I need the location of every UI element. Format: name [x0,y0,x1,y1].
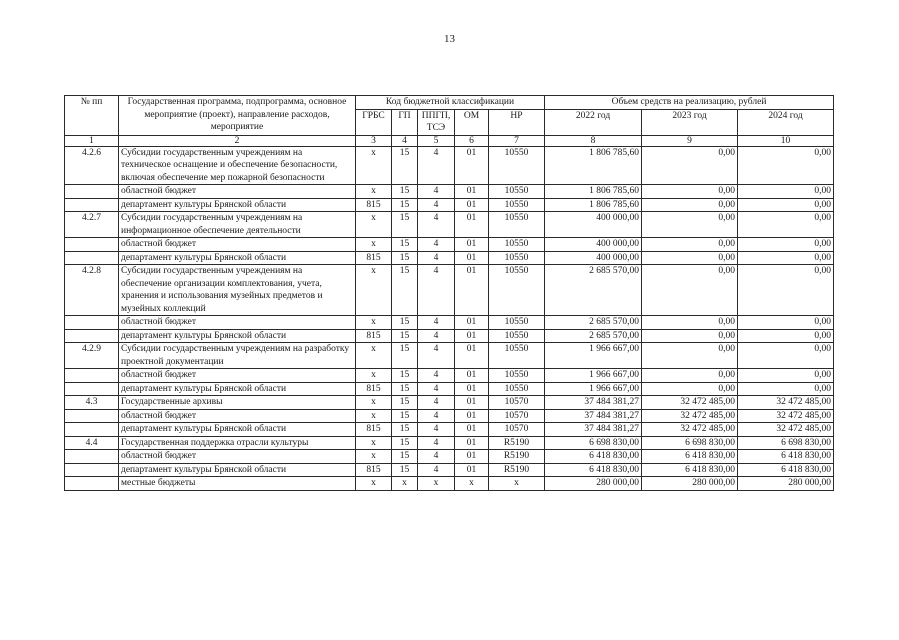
row-om: 01 [455,198,489,212]
row-amount-2023: 0,00 [642,212,738,238]
row-gp: 15 [392,409,418,423]
row-amount-2022: 6 418 830,00 [545,463,642,477]
row-number [65,450,119,464]
row-amount-2024: 0,00 [738,316,834,330]
row-name: департамент культуры Брянской области [119,463,356,477]
row-om: 01 [455,251,489,265]
row-om: 01 [455,450,489,464]
row-amount-2022: 2 685 570,00 [545,265,642,316]
row-number [65,369,119,383]
row-ppgp: 4 [418,409,455,423]
row-ppgp: 4 [418,396,455,410]
table-row [65,265,834,316]
row-gp: 15 [392,146,418,185]
row-amount-2022: 1 966 667,00 [545,382,642,396]
header-funds: Объем средств на реализацию, рублей [545,96,834,110]
header-grbs: ГРБС [356,109,392,135]
header-2023: 2023 год [642,109,738,135]
row-nr: 10570 [489,396,545,410]
table-row [65,409,834,423]
table-row [65,329,834,343]
row-amount-2023: 0,00 [642,343,738,369]
row-ppgp: 4 [418,251,455,265]
row-grbs: х [356,185,392,199]
row-amount-2024: 6 418 830,00 [738,463,834,477]
table-body [65,135,834,490]
row-ppgp: 4 [418,316,455,330]
row-amount-2022: 1 806 785,60 [545,198,642,212]
row-name: департамент культуры Брянской области [119,251,356,265]
row-ppgp: 4 [418,423,455,437]
row-om: 01 [455,212,489,238]
row-amount-2023: 0,00 [642,316,738,330]
row-ppgp: 4 [418,185,455,199]
table-row [65,316,834,330]
row-grbs: 815 [356,423,392,437]
row-gp: 15 [392,382,418,396]
row-amount-2023: 280 000,00 [642,477,738,491]
row-om: 01 [455,146,489,185]
row-gp: 15 [392,369,418,383]
table-row [65,463,834,477]
row-om: 01 [455,343,489,369]
row-amount-2024: 32 472 485,00 [738,396,834,410]
header-name: Государственная программа, подпрограмма, основное мероприятие (проект), направление расходов, мероприятие [119,96,356,136]
row-nr: 10550 [489,382,545,396]
header-num: № пп [65,96,119,136]
row-amount-2023: 0,00 [642,382,738,396]
row-name: областной бюджет [119,409,356,423]
row-gp: 15 [392,423,418,437]
row-om: х [455,477,489,491]
row-om: 01 [455,369,489,383]
row-amount-2024: 32 472 485,00 [738,409,834,423]
row-amount-2023: 6 418 830,00 [642,450,738,464]
page-number: 13 [444,33,455,45]
row-gp: 15 [392,396,418,410]
table-row [65,198,834,212]
row-nr: R5190 [489,436,545,450]
column-number: 5 [418,135,455,146]
row-number [65,316,119,330]
row-gp: 15 [392,343,418,369]
row-amount-2022: 1 966 667,00 [545,343,642,369]
row-grbs: х [356,316,392,330]
row-amount-2022: 400 000,00 [545,238,642,252]
row-amount-2022: 6 418 830,00 [545,450,642,464]
row-grbs: 815 [356,329,392,343]
row-om: 01 [455,396,489,410]
row-number [65,382,119,396]
row-grbs: 815 [356,382,392,396]
row-ppgp: 4 [418,382,455,396]
row-gp: 15 [392,436,418,450]
row-grbs: х [356,146,392,185]
row-name: областной бюджет [119,369,356,383]
row-name: областной бюджет [119,316,356,330]
row-amount-2024: 280 000,00 [738,477,834,491]
header-om: ОМ [455,109,489,135]
table-row [65,251,834,265]
row-amount-2024: 0,00 [738,198,834,212]
row-grbs: х [356,265,392,316]
row-amount-2022: 37 484 381,27 [545,396,642,410]
row-number [65,238,119,252]
row-name: Субсидии государственным учреждениям на разработку проектной документации [119,343,356,369]
row-nr: 10550 [489,251,545,265]
row-amount-2024: 0,00 [738,238,834,252]
row-name: областной бюджет [119,450,356,464]
row-ppgp: 4 [418,238,455,252]
row-amount-2023: 0,00 [642,185,738,199]
row-gp: 15 [392,265,418,316]
table-row [65,450,834,464]
row-number: 4.3 [65,396,119,410]
row-amount-2023: 0,00 [642,146,738,185]
row-amount-2022: 6 698 830,00 [545,436,642,450]
column-number: 10 [738,135,834,146]
row-ppgp: 4 [418,369,455,383]
row-nr: 10550 [489,185,545,199]
row-name: Государственная поддержка отрасли культуры [119,436,356,450]
row-nr: 10550 [489,343,545,369]
row-amount-2023: 6 698 830,00 [642,436,738,450]
row-gp: 15 [392,251,418,265]
row-grbs: х [356,409,392,423]
row-amount-2022: 280 000,00 [545,477,642,491]
row-name: областной бюджет [119,238,356,252]
row-amount-2023: 0,00 [642,329,738,343]
row-number: 4.2.8 [65,265,119,316]
row-amount-2024: 0,00 [738,265,834,316]
row-number [65,185,119,199]
table-row [65,343,834,369]
row-amount-2024: 0,00 [738,382,834,396]
row-name: департамент культуры Брянской области [119,423,356,437]
header-nr: НР [489,109,545,135]
row-name: Субсидии государственным учреждениям на техническое оснащение и обеспечение безопасности, включая обеспечение мер пожарной безопасности [119,146,356,185]
row-gp: 15 [392,463,418,477]
row-ppgp: х [418,477,455,491]
row-grbs: х [356,212,392,238]
row-nr: 10550 [489,265,545,316]
row-ppgp: 4 [418,343,455,369]
row-number [65,409,119,423]
row-om: 01 [455,265,489,316]
row-nr: 10570 [489,409,545,423]
row-amount-2023: 0,00 [642,198,738,212]
table-row [65,185,834,199]
row-amount-2024: 0,00 [738,343,834,369]
row-gp: 15 [392,238,418,252]
row-number [65,251,119,265]
row-om: 01 [455,185,489,199]
table-row [65,212,834,238]
row-name: Субсидии государственным учреждениям на информационное обеспечение деятельности [119,212,356,238]
row-amount-2024: 32 472 485,00 [738,423,834,437]
row-om: 01 [455,316,489,330]
row-amount-2023: 32 472 485,00 [642,423,738,437]
row-amount-2024: 0,00 [738,251,834,265]
row-gp: 15 [392,329,418,343]
row-amount-2022: 37 484 381,27 [545,423,642,437]
row-number: 4.2.7 [65,212,119,238]
row-name: департамент культуры Брянской области [119,329,356,343]
row-om: 01 [455,463,489,477]
row-number [65,198,119,212]
table-row [65,382,834,396]
row-nr: R5190 [489,463,545,477]
column-number: 8 [545,135,642,146]
row-ppgp: 4 [418,463,455,477]
row-nr: 10550 [489,369,545,383]
column-number-row [65,135,834,146]
row-om: 01 [455,423,489,437]
row-nr: 10550 [489,146,545,185]
row-amount-2022: 1 806 785,60 [545,146,642,185]
row-gp: 15 [392,185,418,199]
row-amount-2022: 1 966 667,00 [545,369,642,383]
row-amount-2022: 400 000,00 [545,251,642,265]
row-amount-2022: 400 000,00 [545,212,642,238]
row-number [65,477,119,491]
row-amount-2022: 2 685 570,00 [545,316,642,330]
row-grbs: х [356,436,392,450]
row-nr: 10550 [489,329,545,343]
row-amount-2024: 0,00 [738,146,834,185]
row-amount-2024: 0,00 [738,329,834,343]
row-nr: R5190 [489,450,545,464]
row-nr: 10550 [489,316,545,330]
row-amount-2023: 6 418 830,00 [642,463,738,477]
row-om: 01 [455,238,489,252]
row-gp: 15 [392,450,418,464]
row-ppgp: 4 [418,212,455,238]
row-grbs: х [356,343,392,369]
row-grbs: х [356,450,392,464]
row-number: 4.2.6 [65,146,119,185]
row-name: Государственные архивы [119,396,356,410]
row-amount-2024: 0,00 [738,212,834,238]
row-name: департамент культуры Брянской области [119,198,356,212]
header-2024: 2024 год [738,109,834,135]
row-gp: 15 [392,198,418,212]
row-grbs: 815 [356,251,392,265]
row-name: департамент культуры Брянской области [119,382,356,396]
row-grbs: х [356,238,392,252]
row-amount-2023: 0,00 [642,238,738,252]
row-amount-2024: 6 418 830,00 [738,450,834,464]
row-number: 4.2.9 [65,343,119,369]
row-amount-2023: 0,00 [642,265,738,316]
row-number [65,463,119,477]
row-om: 01 [455,382,489,396]
row-amount-2024: 0,00 [738,185,834,199]
column-number: 4 [392,135,418,146]
row-gp: 15 [392,316,418,330]
row-name: областной бюджет [119,185,356,199]
row-nr: 10570 [489,423,545,437]
row-om: 01 [455,329,489,343]
row-amount-2022: 2 685 570,00 [545,329,642,343]
row-name: Субсидии государственным учреждениям на обеспечение организации комплектования, учета, хранения и использования музейных предметов и музейных коллекций [119,265,356,316]
column-number: 1 [65,135,119,146]
row-ppgp: 4 [418,146,455,185]
row-ppgp: 4 [418,265,455,316]
table-row [65,396,834,410]
row-amount-2023: 32 472 485,00 [642,396,738,410]
header-bcc: Код бюджетной классификации [356,96,545,110]
row-nr: 10550 [489,238,545,252]
table-row [65,146,834,185]
row-gp: 15 [392,212,418,238]
row-amount-2023: 32 472 485,00 [642,409,738,423]
row-ppgp: 4 [418,436,455,450]
column-number: 7 [489,135,545,146]
row-ppgp: 4 [418,198,455,212]
row-number [65,329,119,343]
header-ppgp: ППГП, ТСЭ [418,109,455,135]
row-grbs: х [356,396,392,410]
row-amount-2024: 0,00 [738,369,834,383]
row-name: местные бюджеты [119,477,356,491]
column-number: 6 [455,135,489,146]
column-number: 3 [356,135,392,146]
table-row [65,423,834,437]
row-ppgp: 4 [418,450,455,464]
row-nr: 10550 [489,212,545,238]
table-row [65,477,834,491]
row-nr: х [489,477,545,491]
row-amount-2022: 1 806 785,60 [545,185,642,199]
table-row [65,238,834,252]
row-grbs: 815 [356,198,392,212]
row-amount-2023: 0,00 [642,251,738,265]
header-2022: 2022 год [545,109,642,135]
row-number [65,423,119,437]
row-amount-2024: 6 698 830,00 [738,436,834,450]
row-nr: 10550 [489,198,545,212]
row-amount-2022: 37 484 381,27 [545,409,642,423]
column-number: 2 [119,135,356,146]
row-om: 01 [455,409,489,423]
row-number: 4.4 [65,436,119,450]
row-grbs: х [356,369,392,383]
budget-table [64,95,834,491]
column-number: 9 [642,135,738,146]
table-row [65,369,834,383]
row-grbs: 815 [356,463,392,477]
row-grbs: х [356,477,392,491]
row-gp: х [392,477,418,491]
header-gp: ГП [392,109,418,135]
table-row [65,436,834,450]
row-amount-2023: 0,00 [642,369,738,383]
row-ppgp: 4 [418,329,455,343]
row-om: 01 [455,436,489,450]
